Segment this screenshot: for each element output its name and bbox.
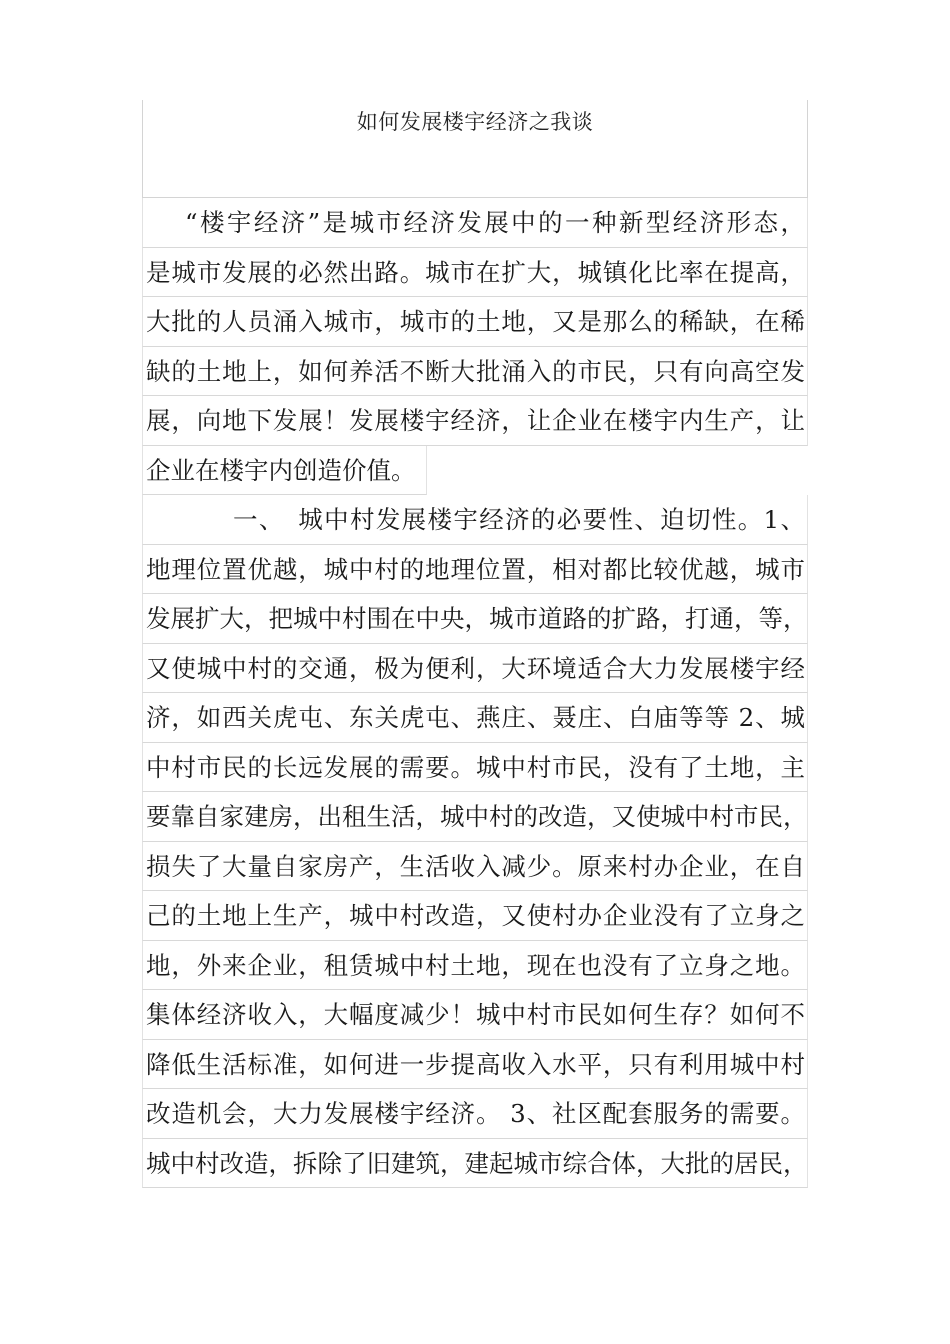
- text-line: 发展扩大，把城中村围在中央，城市道路的扩路，打通，等，: [142, 594, 808, 644]
- text-line: 大批的人员涌入城市，城市的土地，又是那么的稀缺，在稀: [142, 297, 808, 347]
- title-frame: [142, 100, 808, 198]
- text-line: 降低生活标准，如何进一步提高收入水平，只有利用城中村: [142, 1040, 808, 1090]
- text-line: 要靠自家建房，出租生活，城中村的改造，又使城中村市民，: [142, 792, 808, 842]
- text-line: 企业在楼宇内创造价值。: [142, 446, 427, 496]
- text-line: 地，外来企业，租赁城中村土地，现在也没有了立身之地。: [142, 941, 808, 991]
- text-line: 缺的土地上，如何养活不断大批涌入的市民，只有向高空发: [142, 347, 808, 397]
- text-line: 中村市民的长远发展的需要。城中村市民，没有了土地，主: [142, 743, 808, 793]
- text-line: 又使城中村的交通，极为便利，大环境适合大力发展楼宇经: [142, 644, 808, 694]
- text-line: 是城市发展的必然出路。城市在扩大，城镇化比率在提高，: [142, 248, 808, 298]
- text-line: 城中村改造，拆除了旧建筑，建起城市综合体，大批的居民，: [142, 1139, 808, 1189]
- text-line: 集体经济收入，大幅度减少！城中村市民如何生存？如何不: [142, 990, 808, 1040]
- document-body: [142, 198, 808, 1188]
- text-line: 一、 城中村发展楼宇经济的必要性、迫切性。1、: [142, 495, 808, 545]
- text-line: 损失了大量自家房产，生活收入减少。原来村办企业，在自: [142, 842, 808, 892]
- text-line: 济，如西关虎屯、东关虎屯、燕庄、聂庄、白庙等等 2、城: [142, 693, 808, 743]
- text-line: 改造机会，大力发展楼宇经济。 3、社区配套服务的需要。: [142, 1089, 808, 1139]
- text-line: “楼宇经济”是城市经济发展中的一种新型经济形态，: [142, 198, 808, 248]
- text-line-wrap: [142, 446, 808, 496]
- text-line: 地理位置优越，城中村的地理位置，相对都比较优越，城市: [142, 545, 808, 595]
- text-line: 展，向地下发展！发展楼宇经济，让企业在楼宇内生产，让: [142, 396, 808, 446]
- text-line: 己的土地上生产，城中村改造，又使村办企业没有了立身之: [142, 891, 808, 941]
- document-title: 如何发展楼宇经济之我谈: [356, 110, 594, 134]
